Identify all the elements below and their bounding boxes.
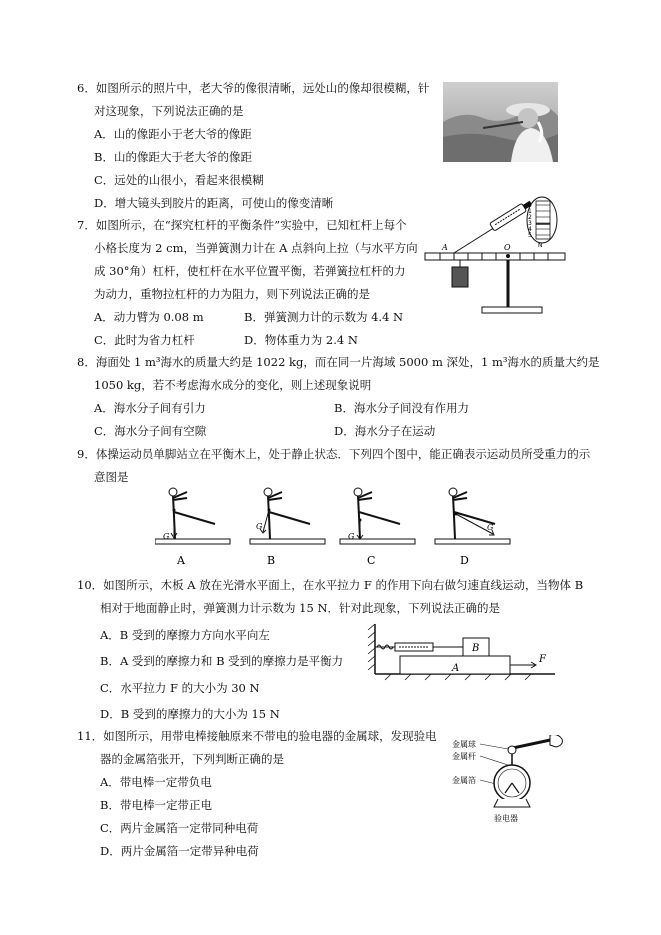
q8-option-d: D．海水分子在运动 xyxy=(334,424,436,438)
q11-option-d: D．两片金属箔一定带异种电荷 xyxy=(100,844,259,858)
q7-option-b: B．弹簧测力计的示数为 4.4 N xyxy=(244,310,404,324)
q6-option-c: C．远处的山很小，看起来很模糊 xyxy=(94,173,264,187)
q8-option-b: B．海水分子间没有作用力 xyxy=(334,401,469,415)
q9-figure-b xyxy=(250,488,325,567)
q10-option-b: B．A 受到的摩擦力和 B 受到的摩擦力是平衡力 xyxy=(100,654,344,668)
q9-figure-b-g: G xyxy=(256,522,263,531)
q11-option-b: B．带电棒一定带正电 xyxy=(100,798,212,812)
q7-stem-line2: 小格长度为 2 cm，当弹簧测力计在 A 点斜向上拉（与水平方向 xyxy=(94,241,418,255)
q7-stem-line3: 成 30°角）杠杆，使杠杆在水平位置平衡，若弹簧拉杠杆的力 xyxy=(94,264,406,278)
q7-scale-tick-0: 0 xyxy=(528,202,532,209)
q9-figure-c xyxy=(340,488,415,567)
q9-label-d: D xyxy=(460,554,469,567)
q8-option-c: C．海水分子间有空隙 xyxy=(94,424,207,438)
q8-stem-line2: 1050 kg，若不考虑海水成分的变化，则上述现象说明 xyxy=(94,378,372,392)
q6-option-a: A．山的像距小于老大爷的像距 xyxy=(94,127,252,141)
q10-label-b: B xyxy=(472,643,480,654)
q10-label-a: A xyxy=(452,663,460,674)
q6-stem-line2: 对这现象，下列说法正确的是 xyxy=(94,104,244,118)
q9-label-b: B xyxy=(267,554,276,567)
q7-option-d: D．物体重力为 2.4 N xyxy=(244,333,358,347)
q11-stem-line1: 11．如图所示，用带电棒接触原来不带电的验电器的金属球，发现验电 xyxy=(77,729,437,743)
q11-option-c: C．两片金属箔一定带同种电荷 xyxy=(100,821,259,835)
q11-label-foil: 金属箔 xyxy=(452,776,476,785)
q9-gymnast-figures xyxy=(155,484,515,569)
q7-stem-line1: 7．如图所示，在“探究杠杆的平衡条件”实验中，已知杠杆上每个 xyxy=(77,218,407,232)
q6-option-d: D．增大镜头到胶片的距离，可使山的像变清晰 xyxy=(94,196,334,210)
q7-scale-tick-1: 1 xyxy=(528,208,532,215)
q6-photo xyxy=(443,82,558,162)
q7-scale-tick-4: 4 xyxy=(528,226,532,233)
q7-option-c: C．此时为省力杠杆 xyxy=(94,333,195,347)
q11-label-ball: 金属球 xyxy=(452,740,476,749)
q10-stem-line1: 10．如图所示，木板 A 放在光滑水平面上，在水平拉力 F 的作用下向右做匀速直线运动，当物体 B xyxy=(77,578,584,592)
q8-option-a: A．海水分子间有引力 xyxy=(94,401,206,415)
q11-option-a: A．带电棒一定带负电 xyxy=(100,775,212,789)
q9-figure-c-g: G xyxy=(348,532,355,541)
q9-stem-line2: 意图是 xyxy=(94,470,129,484)
q9-label-c: C xyxy=(367,554,376,567)
q10-label-f: F xyxy=(539,654,546,665)
q10-option-c: C．水平拉力 F 的大小为 30 N xyxy=(100,681,260,695)
q7-lever-figure xyxy=(420,195,570,320)
q11-caption: 验电器 xyxy=(494,814,518,823)
q7-label-a: A xyxy=(442,243,448,252)
q7-scale-tick-3: 3 xyxy=(528,220,532,227)
q9-figure-d-g: G xyxy=(487,523,494,532)
q11-label-rod: 金属杆 xyxy=(452,752,476,761)
q11-stem-line2: 器的金属箔张开，下列判断正确的是 xyxy=(100,752,284,766)
q8-stem-line1: 8．海面处 1 m³海水的质量大约是 1022 kg，而在同一片海域 5000 m 深处，1 m³海水的质量大约是 xyxy=(77,355,600,369)
q9-label-a: A xyxy=(177,554,185,567)
q10-friction-figure xyxy=(365,622,560,682)
q9-stem-line1: 9．体操运动员单脚站立在平衡木上，处于静止状态．下列四个图中，能正确表示运动员所受重力的示 xyxy=(77,447,591,461)
q9-figure-a-g: G xyxy=(163,532,170,541)
q11-electroscope-figure xyxy=(450,735,570,825)
q10-option-d: D．B 受到的摩擦力的大小为 15 N xyxy=(100,707,280,721)
q9-figure-a xyxy=(155,488,230,567)
q7-option-a: A．动力臂为 0.08 m xyxy=(94,310,204,324)
q10-stem-line2: 相对于地面静止时，弹簧测力计示数为 15 N．针对此现象，下列说法正确的是 xyxy=(100,601,501,615)
q7-stem-line4: 为动力，重物拉杠杆的力为阻力，则下列说法正确的是 xyxy=(94,287,370,301)
q7-scale-tick-5: 5 xyxy=(528,232,532,239)
q10-option-a: A．B 受到的摩擦力方向水平向左 xyxy=(100,628,270,642)
q6-option-b: B．山的像距大于老大爷的像距 xyxy=(94,150,252,164)
q7-label-o: O xyxy=(504,243,511,252)
q6-stem-line1: 6．如图所示的照片中，老大爷的像很清晰，远处山的像却很模糊，针 xyxy=(77,81,430,95)
q9-figure-d xyxy=(435,488,510,567)
q7-scale-unit: N xyxy=(538,242,543,249)
q7-scale-tick-2: 2 xyxy=(528,214,532,221)
